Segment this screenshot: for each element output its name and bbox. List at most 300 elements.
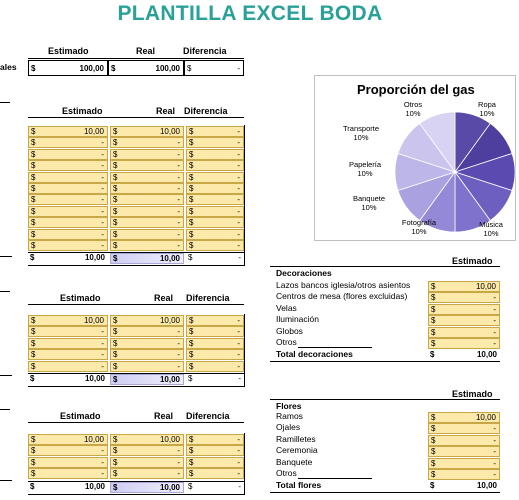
currency-symbol: $ <box>189 195 194 205</box>
section2-estimado-cell[interactable] <box>28 315 108 326</box>
pie-percent-label: 10% <box>479 109 495 118</box>
section3-bottom-rule <box>28 494 244 495</box>
section-1-left-rule <box>0 102 10 103</box>
section2-dif-cell-value: - <box>237 316 240 325</box>
section-2-header-real: Real <box>154 293 174 303</box>
section2-dif-cell <box>186 315 244 326</box>
section1-estimado-cell[interactable] <box>28 240 108 251</box>
currency-symbol: $ <box>31 327 36 337</box>
section-1-header-rule <box>28 117 244 118</box>
section-2-header-rule <box>28 304 244 305</box>
decoraciones-total-estimado-value: 10,00 <box>476 350 497 360</box>
currency-symbol: $ <box>31 127 36 136</box>
section2-total-dif <box>186 374 244 385</box>
section3-dif-cell <box>186 434 244 445</box>
section1-dif-cell <box>186 229 244 240</box>
decoraciones-otros-underline <box>298 347 372 348</box>
section1-estimado-cell[interactable] <box>28 217 108 228</box>
section1-real-cell-value: - <box>177 138 180 148</box>
section3-dif-cell <box>186 468 244 479</box>
section1-estimado-cell-value: - <box>101 229 104 239</box>
section1-estimado-cell[interactable] <box>28 172 108 183</box>
section3-total-real <box>110 482 184 493</box>
currency-symbol: $ <box>31 229 36 239</box>
section2-real-cell[interactable] <box>110 326 184 337</box>
pie-category-label: Transporte <box>343 124 379 133</box>
currency-symbol: $ <box>31 361 36 371</box>
section3-real-cell[interactable] <box>110 468 184 479</box>
decoraciones-row-label: Centros de mesa (flores excluidas) <box>276 291 408 302</box>
section1-estimado-cell-value: - <box>101 161 104 171</box>
section1-real-cell[interactable] <box>110 217 184 228</box>
pie-percent-label: 10% <box>353 133 369 142</box>
decoraciones-estimado-cell[interactable] <box>428 292 500 303</box>
flores-estimado-cell[interactable] <box>428 469 500 480</box>
section1-real-cell-value: - <box>177 184 180 193</box>
left-fragment-rule <box>0 480 12 481</box>
section1-estimado-cell[interactable] <box>28 229 108 240</box>
currency-symbol: $ <box>431 282 436 291</box>
section2-estimado-cell[interactable] <box>28 338 108 349</box>
section1-real-cell-value: - <box>177 195 180 205</box>
currency-symbol: $ <box>113 469 118 479</box>
section2-dif-cell <box>186 349 244 360</box>
decoraciones-estimado-cell-value: - <box>493 293 496 303</box>
flores-title: Flores <box>276 401 302 411</box>
section-2-header-estimado: Estimado <box>60 293 101 303</box>
currency-symbol: $ <box>31 457 36 467</box>
currency-symbol: $ <box>189 241 194 250</box>
section3-total-real-value: 10,00 <box>159 482 180 492</box>
currency-symbol: $ <box>189 338 194 348</box>
currency-symbol: $ <box>189 172 194 182</box>
section2-estimado-cell[interactable] <box>28 349 108 360</box>
pie-data-label <box>337 160 393 178</box>
currency-symbol: $ <box>113 218 118 228</box>
section1-total-dif <box>186 253 244 264</box>
decoraciones-estimado-cell-value: - <box>493 339 496 348</box>
section2-total-estimado-value: 10,00 <box>84 374 105 383</box>
section3-total-estimado <box>28 482 108 493</box>
flores-otros-underline <box>298 478 372 479</box>
section-2-left-rule <box>0 291 10 292</box>
section1-real-cell-value: - <box>177 206 180 216</box>
section1-estimado-cell-value: - <box>101 241 104 250</box>
section1-right-border <box>244 125 245 266</box>
section1-real-cell-value: - <box>177 172 180 182</box>
currency-symbol: $ <box>113 254 118 264</box>
section-3-header-real: Real <box>154 411 174 421</box>
currency-symbol: $ <box>431 424 436 434</box>
section1-estimado-cell[interactable] <box>28 206 108 217</box>
pie-percent-label: 10% <box>405 109 421 118</box>
pie-data-label <box>463 220 519 238</box>
section2-real-cell[interactable] <box>110 361 184 372</box>
currency-symbol: $ <box>31 241 36 250</box>
section2-bottom-rule <box>28 386 244 387</box>
section1-dif-cell <box>186 149 244 160</box>
flores-estimado-cell[interactable] <box>428 423 500 434</box>
top-dif-cell[interactable] <box>184 60 244 76</box>
currency-symbol: $ <box>30 253 35 263</box>
flores-total-estimado-value: 10,00 <box>476 481 497 491</box>
expense-pie-chart[interactable] <box>314 75 516 241</box>
decoraciones-bottom-rule <box>270 361 500 362</box>
section2-estimado-cell-value: - <box>101 361 104 371</box>
currency-symbol: $ <box>431 458 436 468</box>
section3-estimado-cell[interactable] <box>28 457 108 468</box>
decoraciones-total-estimado <box>428 350 500 361</box>
section1-dif-cell <box>186 172 244 183</box>
section1-estimado-cell[interactable] <box>28 126 108 137</box>
currency-symbol: $ <box>189 206 194 216</box>
section-1-header-diferencia: Diferencia <box>184 106 228 116</box>
currency-symbol: $ <box>189 184 194 193</box>
section1-estimado-cell-value: - <box>101 172 104 182</box>
section2-total-real <box>110 374 184 385</box>
flores-total-estimado <box>428 481 500 492</box>
section3-real-cell-value: - <box>177 469 180 479</box>
section1-total-estimado <box>28 253 108 264</box>
currency-symbol: $ <box>189 361 194 371</box>
section1-real-cell[interactable] <box>110 149 184 160</box>
pie-data-label <box>459 100 515 118</box>
currency-symbol: $ <box>30 374 35 383</box>
currency-symbol: $ <box>31 206 36 216</box>
section-1-header-real: Real <box>156 106 176 116</box>
currency-symbol: $ <box>31 350 36 360</box>
section2-dif-cell-value: - <box>237 338 240 348</box>
decoraciones-estimado-cell-value: - <box>493 327 496 337</box>
currency-symbol: $ <box>31 435 36 444</box>
section1-real-cell[interactable] <box>110 160 184 171</box>
section1-total-dif-value: - <box>238 253 241 263</box>
section2-real-cell[interactable] <box>110 349 184 360</box>
top-estimado-cell[interactable] <box>28 60 108 76</box>
currency-symbol: $ <box>113 184 118 193</box>
currency-symbol: $ <box>430 481 435 491</box>
section1-dif-cell <box>186 194 244 205</box>
section-3-header-rule <box>28 422 244 423</box>
currency-symbol: $ <box>113 446 118 456</box>
pie-data-label <box>341 194 397 212</box>
currency-symbol: $ <box>111 64 116 73</box>
section1-estimado-cell-value: - <box>101 218 104 228</box>
decoraciones-title: Decoraciones <box>276 268 332 278</box>
section1-dif-cell-value: - <box>237 229 240 239</box>
top-header-diferencia: Diferencia <box>183 46 227 56</box>
top-real-value: 100,00 <box>155 64 180 73</box>
section1-dif-cell <box>186 206 244 217</box>
currency-symbol: $ <box>189 435 194 444</box>
currency-symbol: $ <box>113 127 118 136</box>
flores-header-estimado: Estimado <box>452 389 493 399</box>
section1-real-cell-value: - <box>177 229 180 239</box>
section3-estimado-cell-value: - <box>101 457 104 467</box>
decoraciones-estimado-cell[interactable] <box>428 304 500 315</box>
currency-symbol: $ <box>31 149 36 159</box>
pie-percent-label: 10% <box>357 169 373 178</box>
section2-real-cell[interactable] <box>110 338 184 349</box>
section2-real-cell-value: - <box>177 327 180 337</box>
decoraciones-header-estimado: Estimado <box>452 256 493 266</box>
flores-estimado-cell[interactable] <box>428 435 500 446</box>
section1-real-cell-value: - <box>177 241 180 250</box>
section1-dif-cell-value: - <box>237 184 240 193</box>
pie-data-label <box>391 218 447 236</box>
currency-symbol: $ <box>113 350 118 360</box>
section1-real-cell[interactable] <box>110 183 184 194</box>
currency-symbol: $ <box>430 350 435 360</box>
section3-real-cell[interactable] <box>110 434 184 445</box>
section3-estimado-cell[interactable] <box>28 434 108 445</box>
left-fragment-rule <box>0 375 12 376</box>
decoraciones-header-rule <box>270 266 500 267</box>
decoraciones-row-label: Iluminación <box>276 314 319 325</box>
currency-symbol: $ <box>31 338 36 348</box>
pie-percent-label: 10% <box>411 227 427 236</box>
section1-dif-cell <box>186 183 244 194</box>
section3-dif-cell-value: - <box>237 457 240 467</box>
currency-symbol: $ <box>189 161 194 171</box>
section3-dif-cell-value: - <box>237 435 240 444</box>
section2-estimado-cell-value: - <box>101 350 104 360</box>
currency-symbol: $ <box>189 127 194 136</box>
currency-symbol: $ <box>113 161 118 171</box>
decoraciones-row-label: Globos <box>276 325 303 336</box>
section1-real-cell-value: - <box>177 218 180 228</box>
top-header-real: Real <box>136 46 156 56</box>
currency-symbol: $ <box>31 64 36 73</box>
section2-estimado-cell-value: - <box>101 327 104 337</box>
currency-symbol: $ <box>113 457 118 467</box>
section1-real-cell[interactable] <box>110 126 184 137</box>
section3-total-estimado-value: 10,00 <box>84 481 105 491</box>
currency-symbol: $ <box>431 304 436 314</box>
section1-estimado-cell[interactable] <box>28 194 108 205</box>
chart-title: Proporción del gas <box>357 82 475 97</box>
flores-row-label: Banquete <box>276 456 313 467</box>
section1-dif-cell <box>186 137 244 148</box>
currency-symbol: $ <box>189 350 194 360</box>
section1-estimado-cell[interactable] <box>28 149 108 160</box>
section2-real-cell-value: - <box>177 350 180 360</box>
top-header-estimado: Estimado <box>48 46 89 56</box>
section3-estimado-cell[interactable] <box>28 445 108 456</box>
section1-dif-cell-value: - <box>237 172 240 182</box>
section2-estimado-cell[interactable] <box>28 361 108 372</box>
section2-dif-cell-value: - <box>237 350 240 360</box>
section2-dif-cell-value: - <box>237 361 240 371</box>
section3-real-cell[interactable] <box>110 457 184 468</box>
decoraciones-estimado-cell[interactable] <box>428 338 500 349</box>
section1-estimado-cell-value: - <box>101 206 104 216</box>
section1-total-real-value: 10,00 <box>159 254 180 264</box>
decoraciones-estimado-cell-value: 10,00 <box>475 282 496 291</box>
section3-dif-cell <box>186 457 244 468</box>
pie-percent-label: 10% <box>483 229 499 238</box>
section2-estimado-cell[interactable] <box>28 326 108 337</box>
section3-total-dif-value: - <box>238 481 241 491</box>
flores-estimado-cell-value: - <box>493 458 496 468</box>
flores-estimado-cell[interactable] <box>428 446 500 457</box>
section1-real-cell-value: - <box>177 161 180 171</box>
section-1-header-estimado: Estimado <box>62 106 103 116</box>
currency-symbol: $ <box>113 241 118 250</box>
section-3-left-rule <box>0 409 10 410</box>
section3-estimado-cell-value: 10,00 <box>83 435 104 444</box>
section1-real-cell[interactable] <box>110 172 184 183</box>
section1-real-cell[interactable] <box>110 229 184 240</box>
section3-dif-cell-value: - <box>237 469 240 479</box>
currency-symbol: $ <box>188 481 193 491</box>
section2-dif-cell-value: - <box>237 327 240 337</box>
flores-header-rule <box>270 399 500 400</box>
section1-real-cell[interactable] <box>110 240 184 251</box>
currency-symbol: $ <box>189 149 194 159</box>
currency-symbol: $ <box>31 138 36 148</box>
currency-symbol: $ <box>188 253 193 263</box>
section2-right-border <box>244 314 245 387</box>
flores-row-label: Ceremonia <box>276 445 318 456</box>
section2-dif-cell <box>186 326 244 337</box>
currency-symbol: $ <box>113 375 118 384</box>
section3-right-border <box>244 433 245 495</box>
page-title: PLANTILLA EXCEL BODA <box>117 2 383 25</box>
currency-symbol: $ <box>113 149 118 159</box>
flores-estimado-cell-value: - <box>493 470 496 479</box>
flores-row-label: Ramilletes <box>276 433 316 444</box>
currency-symbol: $ <box>31 161 36 171</box>
currency-symbol: $ <box>431 447 436 457</box>
section1-dif-cell <box>186 126 244 137</box>
currency-symbol: $ <box>113 195 118 205</box>
section2-total-real-value: 10,00 <box>159 375 180 384</box>
section2-real-cell-value: - <box>177 361 180 371</box>
flores-estimado-cell-value: 10,00 <box>475 413 496 422</box>
top-real-cell[interactable] <box>108 60 184 76</box>
top-row-label: ales <box>0 62 17 72</box>
currency-symbol: $ <box>31 195 36 205</box>
currency-symbol: $ <box>113 435 118 444</box>
section1-estimado-cell-value: - <box>101 184 104 193</box>
currency-symbol: $ <box>187 64 192 73</box>
section1-estimado-cell[interactable] <box>28 160 108 171</box>
currency-symbol: $ <box>431 470 436 479</box>
decoraciones-total-label: Total decoraciones <box>276 349 353 360</box>
currency-symbol: $ <box>431 316 436 326</box>
section1-estimado-cell-value: - <box>101 149 104 159</box>
currency-symbol: $ <box>113 482 118 492</box>
section1-real-cell-value: 10,00 <box>159 127 180 136</box>
pie-data-label <box>385 100 441 118</box>
section1-estimado-cell[interactable] <box>28 183 108 194</box>
section3-estimado-cell-value: - <box>101 469 104 479</box>
currency-symbol: $ <box>31 172 36 182</box>
decoraciones-estimado-cell[interactable] <box>428 315 500 326</box>
section2-estimado-cell-value: - <box>101 338 104 348</box>
section3-dif-cell-value: - <box>237 446 240 456</box>
currency-symbol: $ <box>113 361 118 371</box>
flores-row-label: Ojales <box>276 422 301 433</box>
section2-real-cell[interactable] <box>110 315 184 326</box>
currency-symbol: $ <box>113 138 118 148</box>
section1-estimado-cell-value: - <box>101 195 104 205</box>
section1-dif-cell-value: - <box>237 218 240 228</box>
currency-symbol: $ <box>189 218 194 228</box>
section1-real-cell[interactable] <box>110 137 184 148</box>
flores-estimado-cell[interactable] <box>428 458 500 469</box>
section2-dif-cell <box>186 338 244 349</box>
section-3-header-estimado: Estimado <box>60 411 101 421</box>
section3-real-cell[interactable] <box>110 445 184 456</box>
currency-symbol: $ <box>113 229 118 239</box>
top-estimado-value: 100,00 <box>79 64 104 73</box>
flores-row-label: Ramos <box>276 411 303 421</box>
currency-symbol: $ <box>189 446 194 456</box>
decoraciones-row-label: Otros <box>276 337 297 347</box>
section3-real-cell-value: 10,00 <box>159 435 180 444</box>
section1-dif-cell <box>186 217 244 228</box>
currency-symbol: $ <box>113 172 118 182</box>
section3-estimado-cell[interactable] <box>28 468 108 479</box>
section2-total-dif-value: - <box>238 374 241 383</box>
flores-total-label: Total flores <box>276 480 322 491</box>
pie-category-label: Fotografía <box>401 218 437 227</box>
currency-symbol: $ <box>113 338 118 348</box>
section-3-header-diferencia: Diferencia <box>186 411 230 421</box>
currency-symbol: $ <box>431 293 436 303</box>
decoraciones-estimado-cell-value: - <box>493 316 496 326</box>
currency-symbol: $ <box>189 229 194 239</box>
section2-estimado-cell-value: 10,00 <box>83 316 104 325</box>
section1-dif-cell-value: - <box>237 127 240 136</box>
currency-symbol: $ <box>189 469 194 479</box>
left-fragment-rule <box>0 256 12 257</box>
section1-estimado-cell-value: - <box>101 138 104 148</box>
section1-dif-cell-value: - <box>237 138 240 148</box>
flores-estimado-cell[interactable] <box>428 412 500 423</box>
section3-dif-cell <box>186 445 244 456</box>
section2-real-cell-value: - <box>177 338 180 348</box>
flores-estimado-cell-value: - <box>493 424 496 434</box>
decoraciones-estimado-cell[interactable] <box>428 281 500 292</box>
pie-category-label: Banquete <box>352 194 386 203</box>
currency-symbol: $ <box>30 481 35 491</box>
section1-estimado-cell[interactable] <box>28 137 108 148</box>
currency-symbol: $ <box>431 413 436 422</box>
section1-dif-cell-value: - <box>237 149 240 159</box>
section1-real-cell[interactable] <box>110 206 184 217</box>
section1-total-estimado-value: 10,00 <box>84 253 105 263</box>
decoraciones-row-label: Lazos bancos iglesia/otros asientos <box>276 280 411 290</box>
currency-symbol: $ <box>31 446 36 456</box>
section1-estimado-cell-value: 10,00 <box>83 127 104 136</box>
section1-bottom-rule <box>28 265 244 266</box>
section3-total-dif <box>186 482 244 493</box>
decoraciones-estimado-cell[interactable] <box>428 327 500 338</box>
pie-data-label <box>333 124 389 142</box>
currency-symbol: $ <box>31 316 36 325</box>
section1-real-cell[interactable] <box>110 194 184 205</box>
section1-dif-cell-value: - <box>237 195 240 205</box>
section3-real-cell-value: - <box>177 457 180 467</box>
flores-estimado-cell-value: - <box>493 447 496 457</box>
currency-symbol: $ <box>189 316 194 325</box>
pie-category-label: Papelería <box>348 160 382 169</box>
flores-estimado-cell-value: - <box>493 435 496 445</box>
flores-bottom-rule <box>270 492 500 493</box>
